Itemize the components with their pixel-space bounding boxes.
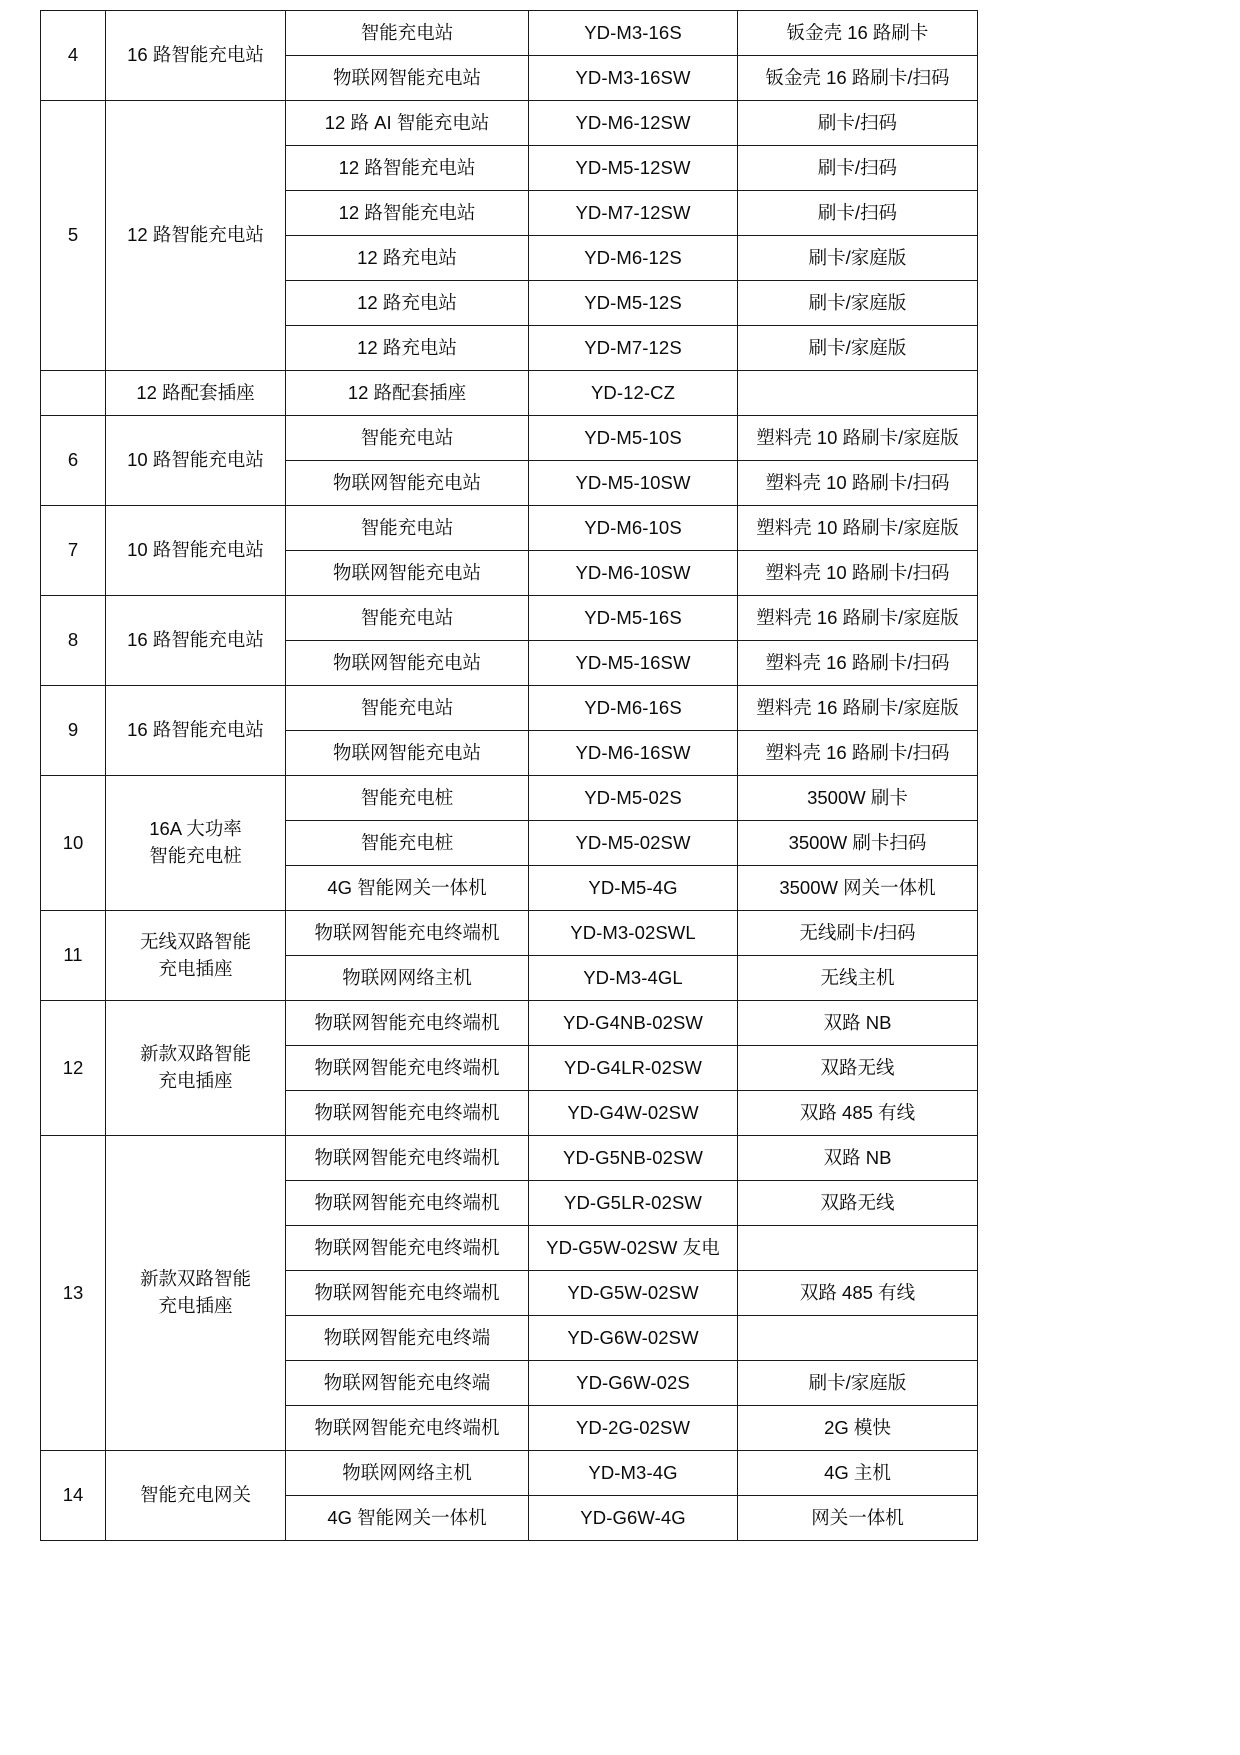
product-name-cell: 物联网智能充电站 — [286, 56, 529, 101]
product-category-cell — [106, 686, 286, 776]
product-name-cell: 12 路充电站 — [286, 281, 529, 326]
product-name-cell: 12 路充电站 — [286, 236, 529, 281]
category-line: 智能充电网关 — [139, 1484, 251, 1506]
product-model-cell: YD-M5-16S — [529, 596, 738, 641]
product-model-cell: YD-M3-02SWL — [529, 911, 738, 956]
row-index-cell: 10 — [41, 776, 106, 911]
product-model-cell: YD-G6W-02S — [529, 1361, 738, 1406]
product-name-cell: 12 路配套插座 — [286, 371, 529, 416]
table-row — [41, 506, 978, 551]
product-category-cell — [106, 1001, 286, 1136]
row-index-cell: 4 — [41, 11, 106, 101]
product-name-cell: 物联网智能充电站 — [286, 551, 529, 596]
product-name-cell: 物联网智能充电终端机 — [286, 1136, 529, 1181]
row-index-cell: 11 — [41, 911, 106, 1001]
product-description-cell — [738, 371, 978, 416]
product-name-cell: 物联网网络主机 — [286, 956, 529, 1001]
product-name-cell: 智能充电桩 — [286, 776, 529, 821]
product-model-cell: YD-M6-12SW — [529, 101, 738, 146]
row-index-cell — [41, 371, 106, 416]
category-line: 16A 大功率 — [149, 818, 242, 840]
product-description-cell: 双路无线 — [738, 1181, 978, 1226]
product-name-cell: 4G 智能网关一体机 — [286, 866, 529, 911]
row-index-cell: 13 — [41, 1136, 106, 1451]
product-description-cell: 塑料壳 16 路刷卡/家庭版 — [738, 686, 978, 731]
product-description-cell: 3500W 刷卡扫码 — [738, 821, 978, 866]
product-model-cell: YD-G5W-02SW — [529, 1271, 738, 1316]
row-index-cell: 5 — [41, 101, 106, 371]
product-name-cell: 物联网智能充电终端机 — [286, 1406, 529, 1451]
product-model-cell: YD-M7-12SW — [529, 191, 738, 236]
product-category-cell — [106, 596, 286, 686]
row-index-cell: 9 — [41, 686, 106, 776]
product-model-cell: YD-G5W-02SW 友电 — [529, 1226, 738, 1271]
table-row — [41, 371, 978, 416]
product-description-cell: 双路 485 有线 — [738, 1271, 978, 1316]
product-description-cell: 刷卡/扫码 — [738, 191, 978, 236]
product-model-cell: YD-M6-10S — [529, 506, 738, 551]
product-category-cell — [106, 371, 286, 416]
product-description-cell: 塑料壳 10 路刷卡/家庭版 — [738, 416, 978, 461]
product-description-cell: 双路 NB — [738, 1001, 978, 1046]
product-description-cell: 双路 485 有线 — [738, 1091, 978, 1136]
product-description-cell — [738, 1226, 978, 1271]
category-line: 充电插座 — [158, 1295, 233, 1316]
product-description-cell: 刷卡/扫码 — [738, 146, 978, 191]
product-model-cell: YD-G6W-4G — [529, 1496, 738, 1541]
product-description-cell: 塑料壳 10 路刷卡/扫码 — [738, 551, 978, 596]
table-row — [41, 11, 978, 56]
product-name-cell: 12 路智能充电站 — [286, 191, 529, 236]
table-row — [41, 776, 978, 821]
product-description-cell: 3500W 刷卡 — [738, 776, 978, 821]
row-index-cell: 14 — [41, 1451, 106, 1541]
product-description-cell: 塑料壳 10 路刷卡/扫码 — [738, 461, 978, 506]
product-description-cell: 双路 NB — [738, 1136, 978, 1181]
product-description-cell: 塑料壳 16 路刷卡/扫码 — [738, 641, 978, 686]
category-line: 12 路智能充电站 — [127, 224, 264, 246]
product-model-cell: YD-G5NB-02SW — [529, 1136, 738, 1181]
product-name-cell: 物联网网络主机 — [286, 1451, 529, 1496]
category-line: 新款双路智能 — [139, 1268, 251, 1290]
product-description-cell: 无线主机 — [738, 956, 978, 1001]
product-category-cell — [106, 776, 286, 911]
product-model-cell: YD-2G-02SW — [529, 1406, 738, 1451]
product-category-cell — [106, 101, 286, 371]
product-category-cell — [106, 416, 286, 506]
product-description-cell: 钣金壳 16 路刷卡/扫码 — [738, 56, 978, 101]
category-line: 16 路智能充电站 — [127, 719, 264, 741]
product-model-cell: YD-M3-16S — [529, 11, 738, 56]
product-model-cell: YD-G6W-02SW — [529, 1316, 738, 1361]
product-name-cell: 4G 智能网关一体机 — [286, 1496, 529, 1541]
product-description-cell: 塑料壳 10 路刷卡/家庭版 — [738, 506, 978, 551]
product-name-cell: 智能充电站 — [286, 11, 529, 56]
product-model-cell: YD-M7-12S — [529, 326, 738, 371]
product-model-cell: YD-M5-10S — [529, 416, 738, 461]
product-category-cell — [106, 1136, 286, 1451]
product-name-cell: 物联网智能充电站 — [286, 731, 529, 776]
product-category-cell — [106, 911, 286, 1001]
product-category-cell — [106, 11, 286, 101]
product-name-cell: 12 路充电站 — [286, 326, 529, 371]
product-model-cell: YD-M3-16SW — [529, 56, 738, 101]
product-description-cell: 2G 模快 — [738, 1406, 978, 1451]
table-row — [41, 596, 978, 641]
product-model-cell: YD-G4NB-02SW — [529, 1001, 738, 1046]
product-name-cell: 物联网智能充电站 — [286, 641, 529, 686]
category-line: 充电插座 — [158, 957, 233, 979]
table-row — [41, 911, 978, 956]
product-model-cell: YD-M3-4GL — [529, 956, 738, 1001]
product-name-cell: 物联网智能充电终端机 — [286, 1271, 529, 1316]
product-name-cell: 物联网智能充电站 — [286, 461, 529, 506]
category-line: 10 路智能充电站 — [127, 539, 264, 561]
product-model-cell: YD-12-CZ — [529, 371, 738, 416]
product-model-cell: YD-M3-4G — [529, 1451, 738, 1496]
table-body — [41, 11, 978, 1541]
product-description-cell: 钣金壳 16 路刷卡 — [738, 11, 978, 56]
category-line: 10 路智能充电站 — [127, 449, 264, 471]
product-description-cell: 双路无线 — [738, 1046, 978, 1091]
product-description-cell: 3500W 网关一体机 — [738, 866, 978, 911]
product-model-cell: YD-G4LR-02SW — [529, 1046, 738, 1091]
category-line: 16 路智能充电站 — [127, 44, 264, 66]
category-line: 无线双路智能 — [139, 930, 251, 952]
product-name-cell: 物联网智能充电终端 — [286, 1361, 529, 1406]
product-name-cell: 物联网智能充电终端 — [286, 1316, 529, 1361]
product-description-cell: 刷卡/扫码 — [738, 101, 978, 146]
product-name-cell: 智能充电站 — [286, 686, 529, 731]
product-description-cell: 刷卡/家庭版 — [738, 281, 978, 326]
product-name-cell: 物联网智能充电终端机 — [286, 1181, 529, 1226]
category-line: 新款双路智能 — [139, 1043, 251, 1065]
table-row — [41, 1001, 978, 1046]
product-name-cell: 物联网智能充电终端机 — [286, 911, 529, 956]
row-index-cell: 6 — [41, 416, 106, 506]
product-model-cell: YD-G4W-02SW — [529, 1091, 738, 1136]
row-index-cell: 8 — [41, 596, 106, 686]
product-category-cell — [106, 1451, 286, 1541]
product-specification-table — [40, 10, 978, 1541]
table-row — [41, 1451, 978, 1496]
product-description-cell: 4G 主机 — [738, 1451, 978, 1496]
row-index-cell: 12 — [41, 1001, 106, 1136]
product-name-cell: 智能充电站 — [286, 506, 529, 551]
table-row — [41, 416, 978, 461]
product-name-cell: 智能充电站 — [286, 416, 529, 461]
product-description-cell: 刷卡/家庭版 — [738, 1361, 978, 1406]
product-description-cell: 无线刷卡/扫码 — [738, 911, 978, 956]
table-row — [41, 101, 978, 146]
product-model-cell: YD-M6-10SW — [529, 551, 738, 596]
product-name-cell: 物联网智能充电终端机 — [286, 1046, 529, 1091]
product-model-cell: YD-M5-12S — [529, 281, 738, 326]
product-category-cell — [106, 506, 286, 596]
product-name-cell: 12 路 AI 智能充电站 — [286, 101, 529, 146]
category-line: 充电插座 — [158, 1070, 233, 1091]
product-description-cell: 网关一体机 — [738, 1496, 978, 1541]
product-name-cell: 智能充电站 — [286, 596, 529, 641]
product-model-cell: YD-M5-10SW — [529, 461, 738, 506]
category-line: 16 路智能充电站 — [127, 629, 264, 651]
product-name-cell: 12 路智能充电站 — [286, 146, 529, 191]
product-name-cell: 智能充电桩 — [286, 821, 529, 866]
product-description-cell: 刷卡/家庭版 — [738, 236, 978, 281]
product-model-cell: YD-M6-12S — [529, 236, 738, 281]
category-line: 智能充电桩 — [149, 845, 242, 866]
product-name-cell: 物联网智能充电终端机 — [286, 1001, 529, 1046]
product-name-cell: 物联网智能充电终端机 — [286, 1091, 529, 1136]
product-model-cell: YD-M5-4G — [529, 866, 738, 911]
row-index-cell: 7 — [41, 506, 106, 596]
product-model-cell: YD-M5-16SW — [529, 641, 738, 686]
table-row — [41, 686, 978, 731]
product-description-cell: 塑料壳 16 路刷卡/扫码 — [738, 731, 978, 776]
product-model-cell: YD-G5LR-02SW — [529, 1181, 738, 1226]
product-description-cell: 塑料壳 16 路刷卡/家庭版 — [738, 596, 978, 641]
product-model-cell: YD-M5-02S — [529, 776, 738, 821]
category-line: 12 路配套插座 — [136, 381, 255, 403]
product-description-cell — [738, 1316, 978, 1361]
product-model-cell: YD-M6-16S — [529, 686, 738, 731]
product-description-cell: 刷卡/家庭版 — [738, 326, 978, 371]
product-model-cell: YD-M6-16SW — [529, 731, 738, 776]
product-name-cell: 物联网智能充电终端机 — [286, 1226, 529, 1271]
product-model-cell: YD-M5-12SW — [529, 146, 738, 191]
table-row — [41, 1136, 978, 1181]
product-model-cell: YD-M5-02SW — [529, 821, 738, 866]
